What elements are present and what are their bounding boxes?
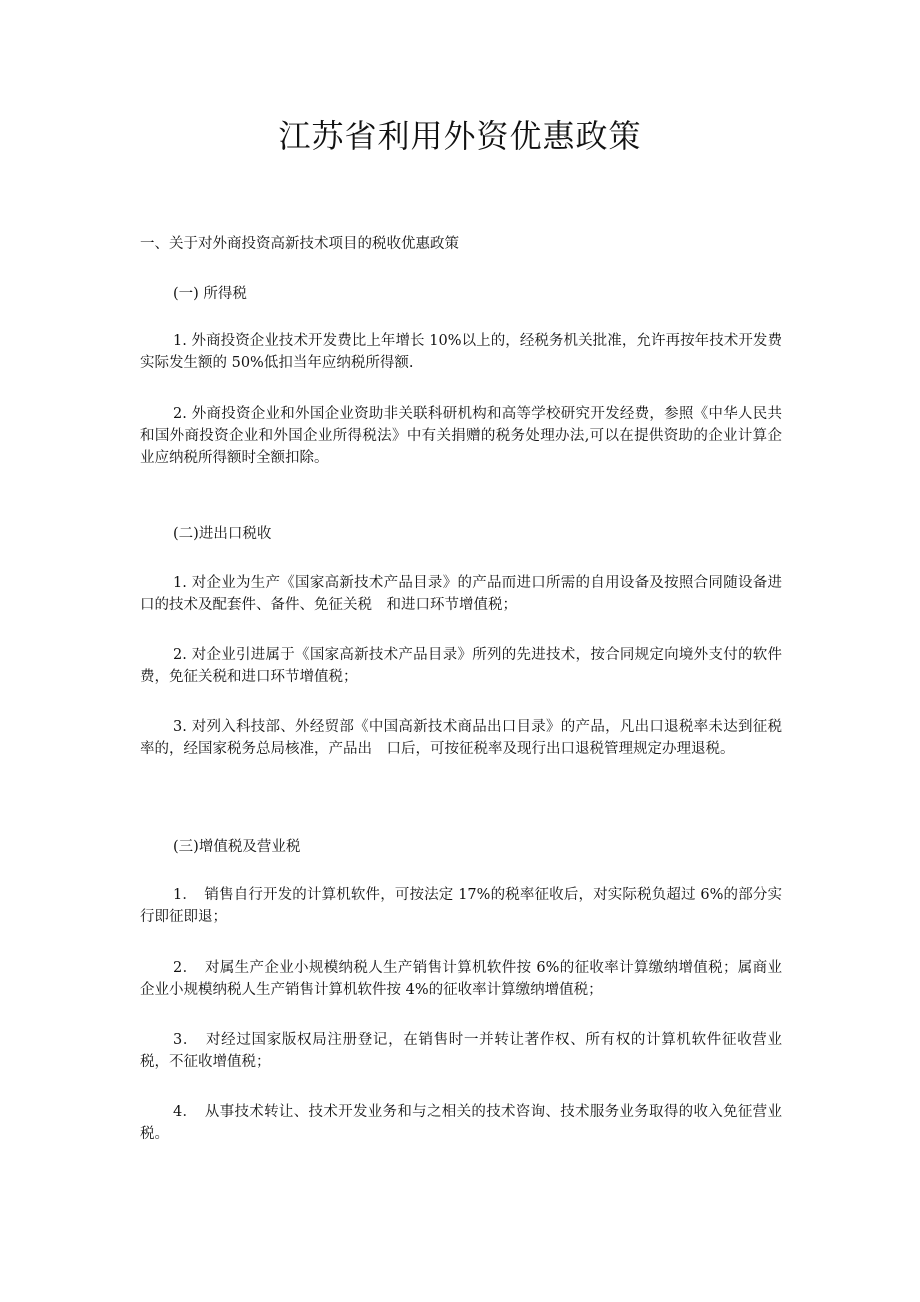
paragraph: 4． 从事技术转让、技术开发业务和与之相关的技术咨询、技术服务业务取得的收入免征营业税。 <box>140 1104 782 1142</box>
paragraph: 2. 对企业引进属于《国家高新技术产品目录》所列的先进技术，按合同规定向境外支付的软件费，免征关税和进口环节增值税； <box>140 647 782 685</box>
paragraph: 2. 外商投资企业和外国企业资助非关联科研机构和高等学校研究开发经费，参照《中华人民共和国外商投资企业和外国企业所得税法》中有关捐赠的税务处理办法,可以在提供资助的企业计算企业应纳税所得额时全额扣除。 <box>140 406 782 466</box>
paragraph: 2． 对属生产企业小规模纳税人生产销售计算机软件按 6%的征收率计算缴纳增值税；属商业企业小规模纳税人生产销售计算机软件按 4%的征收率计算缴纳增值税； <box>140 960 782 998</box>
paragraph: 1. 外商投资企业技术开发费比上年增长 10%以上的，经税务机关批准，允许再按年技术开发费实际发生额的 50%低扣当年应纳税所得额. <box>140 333 782 371</box>
document-title: 江苏省利用外资优惠政策 <box>278 117 642 155</box>
paragraph: 3. 对列入科技部、外经贸部《中国高新技术商品出口目录》的产品，凡出口退税率未达到征税率的，经国家税务总局核准，产品出 口后，可按征税率及现行出口退税管理规定办理退税。 <box>140 719 782 757</box>
paragraph: 1． 销售自行开发的计算机软件，可按法定 17%的税率征收后，对实际税负超过 6%的部分实行即征即退； <box>140 887 782 925</box>
subsection-heading-income-tax: (一) 所得税 <box>173 286 247 302</box>
paragraph: 3． 对经过国家版权局注册登记，在销售时一并转让著作权、所有权的计算机软件征收营业税，不征收增值税； <box>140 1032 782 1070</box>
subsection-heading-import-export: (二)进出口税收 <box>173 526 272 542</box>
paragraph: 1. 对企业为生产《国家高新技术产品目录》的产品而进口所需的自用设备及按照合同随设备进口的技术及配套件、备件、免征关税 和进口环节增值税； <box>140 575 782 613</box>
section-heading: 一、关于对外商投资高新技术项目的税收优惠政策 <box>140 236 459 252</box>
subsection-heading-vat: (三)增值税及营业税 <box>173 839 301 855</box>
